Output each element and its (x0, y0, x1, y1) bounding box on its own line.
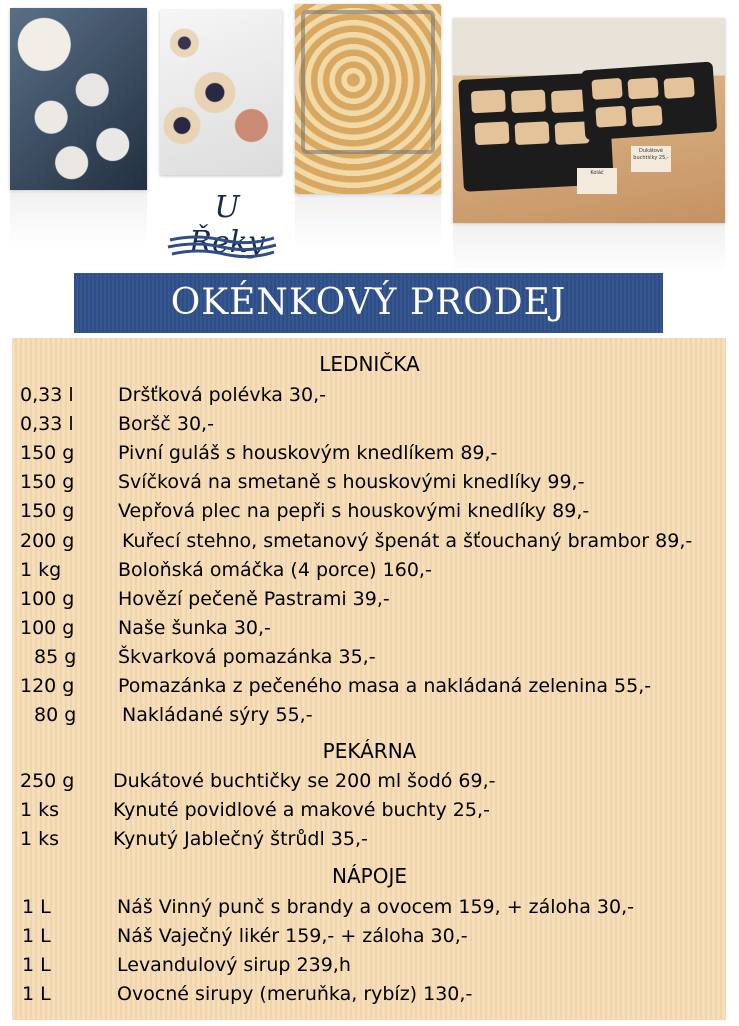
photo-reflection (453, 225, 725, 275)
menu-row (0, 799, 739, 827)
item-quantity: 85 g (34, 646, 77, 668)
item-name-price: Vepřová plec na pepři s houskovými knedlíky 89,- (118, 500, 590, 522)
section-title: LEDNIČKA (319, 352, 420, 376)
item-quantity: 150 g (20, 471, 75, 493)
item-name-price: Svíčková na smetaně s houskovými knedlíky 99,- (118, 471, 585, 493)
item-quantity: 0,33 l (20, 384, 74, 406)
item-name-price: Dršťková polévka 30,- (118, 384, 326, 406)
item-quantity: 1 L (22, 896, 51, 918)
menu-row (0, 828, 739, 856)
menu-row (0, 770, 739, 798)
menu-row (0, 530, 739, 558)
section-title: NÁPOJE (332, 864, 407, 888)
section-title: PEKÁRNA (322, 739, 417, 763)
item-name-price: Kynutý Jablečný štrůdl 35,- (113, 828, 368, 850)
logo-text: U Řeky (189, 190, 265, 260)
menu-row (0, 500, 739, 528)
price-tag: Koláč (577, 168, 617, 194)
menu-row (0, 704, 739, 732)
menu-row (0, 559, 739, 587)
item-quantity: 150 g (20, 442, 75, 464)
item-name-price: Náš Vinný punč s brandy a ovocem 159, + záloha 30,- (117, 896, 634, 918)
item-quantity: 0,33 l (20, 413, 74, 435)
item-quantity: 200 g (20, 530, 75, 552)
item-name-price: Ovocné sirupy (meruňka, rybíz) 130,- (117, 983, 473, 1005)
item-quantity: 100 g (20, 588, 75, 610)
item-quantity: 1 ks (20, 828, 60, 850)
photo-baked-buns-tray (295, 4, 441, 194)
item-quantity: 1 L (22, 983, 51, 1005)
menu-row (0, 925, 739, 953)
menu-row (0, 617, 739, 645)
bun-tray (581, 61, 718, 140)
item-name-price: Náš Vaječný likér 159,- + záloha 30,- (117, 925, 468, 947)
item-quantity: 150 g (20, 500, 75, 522)
menu-row (0, 983, 739, 1011)
menu-row (0, 442, 739, 470)
menu-row (0, 413, 739, 441)
item-quantity: 80 g (34, 704, 77, 726)
item-name-price: Boršč 30,- (118, 413, 214, 435)
item-quantity: 1 ks (20, 799, 60, 821)
item-quantity: 1 kg (20, 559, 62, 581)
item-name-price: Hovězí pečeně Pastrami 39,- (118, 588, 390, 610)
menu-row (0, 384, 739, 412)
item-name-price: Naše šunka 30,- (118, 617, 271, 639)
photo-buns-counter (453, 18, 725, 223)
item-name-price: Levandulový sirup 239,h (117, 954, 351, 976)
menu-row (0, 471, 739, 499)
logo-waves-icon (166, 232, 278, 260)
item-quantity: 100 g (20, 617, 75, 639)
menu-row (0, 646, 739, 674)
item-name-price: Dukátové buchtičky se 200 ml šodó 69,- (113, 770, 496, 792)
item-name-price: Nakládané sýry 55,- (122, 704, 313, 726)
menu-row (0, 896, 739, 924)
menu-row (0, 954, 739, 982)
menu-row (0, 675, 739, 703)
page-title-banner: OKÉNKOVÝ PRODEJ (74, 273, 663, 333)
photo-collage (0, 0, 739, 300)
menu-row (0, 588, 739, 616)
item-quantity: 250 g (20, 770, 75, 792)
item-quantity: 1 L (22, 925, 51, 947)
photo-reflection (295, 196, 441, 251)
photo-filled-pastries (160, 10, 282, 175)
item-name-price: Pivní guláš s houskovým knedlíkem 89,- (118, 442, 498, 464)
item-quantity: 120 g (20, 675, 75, 697)
item-name-price: Škvarková pomazánka 35,- (118, 646, 376, 668)
photo-reflection (10, 192, 147, 247)
photo-dough-balls (10, 8, 147, 190)
item-name-price: Pomazánka z pečeného masa a nakládaná zelenina 55,- (118, 675, 652, 697)
price-tag: Dukátové buchtičky 25,- (631, 146, 671, 172)
item-name-price: Kuřecí stehno, smetanový špenát a šťouchaný brambor 89,- (122, 530, 693, 552)
item-name-price: Kynuté povidlové a makové buchty 25,- (113, 799, 490, 821)
item-name-price: Boloňská omáčka (4 porce) 160,- (118, 559, 432, 581)
item-quantity: 1 L (22, 954, 51, 976)
